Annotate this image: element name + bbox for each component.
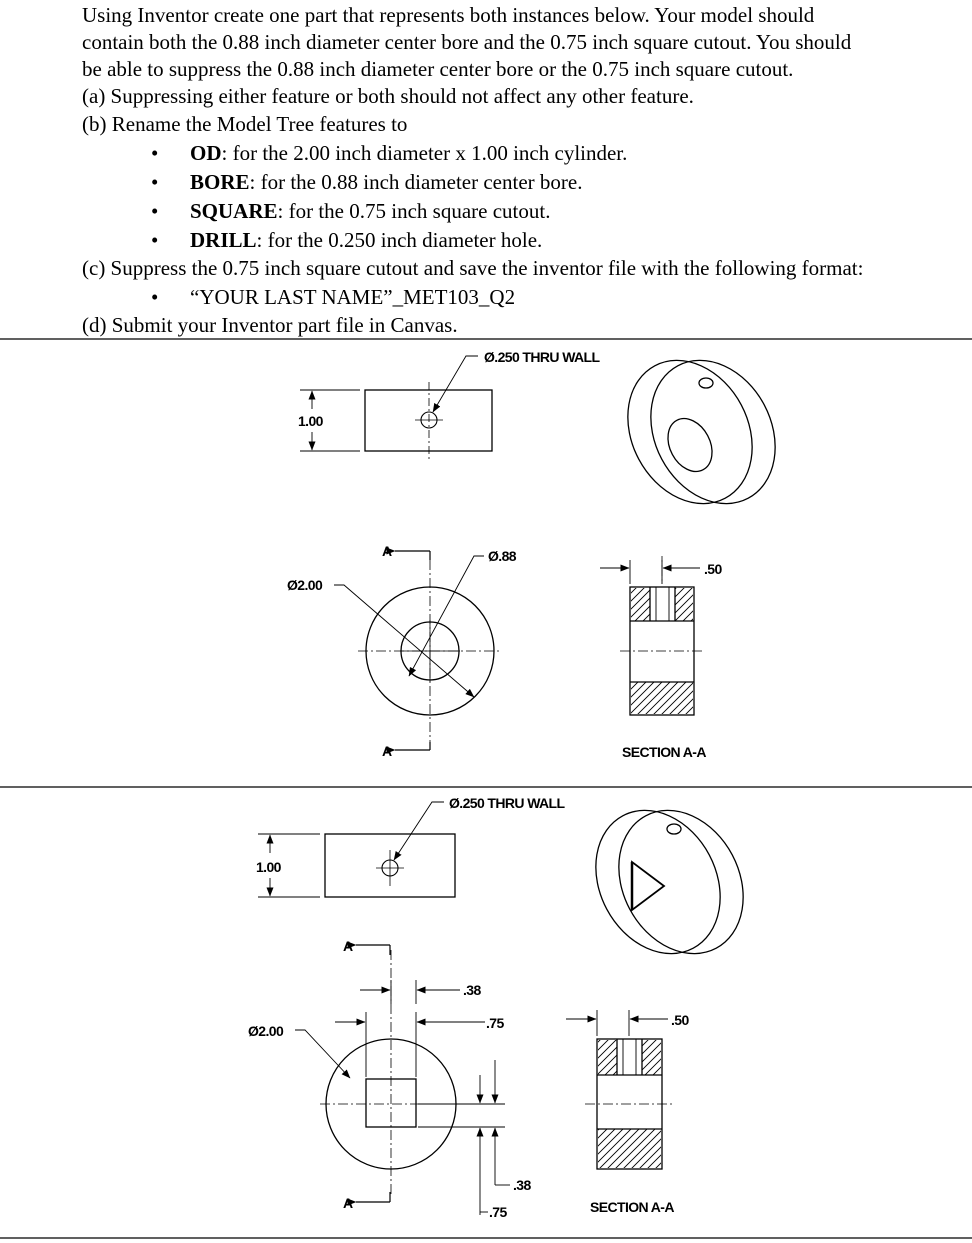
feature-bore-name: BORE bbox=[190, 170, 250, 194]
item-d: (d) Submit your Inventor part file in Canvas. bbox=[82, 313, 458, 337]
d1-isometric-view bbox=[604, 339, 800, 526]
d1-section-dim: .50 bbox=[704, 561, 722, 577]
d2-section-dim: .50 bbox=[671, 1012, 689, 1028]
feature-od-desc: : for the 2.00 inch diameter x 1.00 inch cylinder. bbox=[221, 141, 628, 165]
d1-section-label-bottom: A bbox=[382, 743, 392, 759]
bullet-square: • bbox=[151, 199, 159, 223]
feature-bore-desc: : for the 0.88 inch diameter center bore. bbox=[249, 170, 583, 194]
drawing-2 bbox=[248, 789, 767, 1220]
d2-sq-full-side: .75 bbox=[489, 1204, 507, 1220]
d1-height-dim: 1.00 bbox=[298, 413, 323, 429]
d2-section-label-bottom: A bbox=[343, 1195, 353, 1211]
item-b: (b) Rename the Model Tree features to bbox=[82, 112, 408, 136]
d1-od-dim: Ø2.00 bbox=[287, 577, 323, 593]
d2-sq-half-side: .38 bbox=[513, 1177, 531, 1193]
feature-drill-name: DRILL bbox=[190, 228, 257, 252]
intro-line-3: be able to suppress the 0.88 inch diameter center bore or the 0.75 inch square cutout. bbox=[82, 57, 794, 81]
bullet-bore: • bbox=[151, 170, 159, 194]
d2-isometric-view bbox=[572, 789, 768, 976]
d2-section-label-top: A bbox=[343, 938, 353, 954]
item-c: (c) Suppress the 0.75 inch square cutout and save the inventor file with the following format: bbox=[82, 256, 864, 280]
d2-section-title: SECTION A-A bbox=[590, 1199, 674, 1215]
d2-height-dim: 1.00 bbox=[256, 859, 281, 875]
feature-od-name: OD bbox=[190, 141, 222, 165]
feature-square-name: SQUARE bbox=[190, 199, 278, 223]
feature-square-desc: : for the 0.75 inch square cutout. bbox=[277, 199, 551, 223]
d1-section-title: SECTION A-A bbox=[622, 744, 706, 760]
d2-sq-half-top: .38 bbox=[463, 982, 481, 998]
d1-bore-dim: Ø.88 bbox=[488, 548, 516, 564]
bullet-drill: • bbox=[151, 228, 159, 252]
d2-sq-full-top: .75 bbox=[486, 1015, 504, 1031]
d1-drill-note: Ø.250 THRU WALL bbox=[484, 349, 600, 365]
bullet-filename: • bbox=[151, 285, 159, 309]
d2-od-dim: Ø2.00 bbox=[248, 1023, 284, 1039]
d1-top-view bbox=[334, 551, 500, 750]
intro-line-2: contain both the 0.88 inch diameter center bore and the 0.75 inch square cutout. You should bbox=[82, 30, 852, 54]
item-a: (a) Suppressing either feature or both should not affect any other feature. bbox=[82, 84, 694, 108]
d1-section-label-top: A bbox=[382, 543, 392, 559]
d2-drill-note: Ø.250 THRU WALL bbox=[449, 795, 565, 811]
bullet-od: • bbox=[151, 141, 159, 165]
d2-section-view bbox=[566, 1010, 672, 1169]
intro-line-1: Using Inventor create one part that represents both instances below. Your model should bbox=[82, 3, 815, 27]
d2-front-view bbox=[258, 802, 455, 897]
feature-drill-desc: : for the 0.250 inch diameter hole. bbox=[256, 228, 543, 252]
filename-format: “YOUR LAST NAME”_MET103_Q2 bbox=[190, 285, 516, 309]
d1-front-view bbox=[300, 356, 492, 460]
drawing-1 bbox=[287, 339, 799, 760]
d1-section-view bbox=[600, 556, 704, 715]
